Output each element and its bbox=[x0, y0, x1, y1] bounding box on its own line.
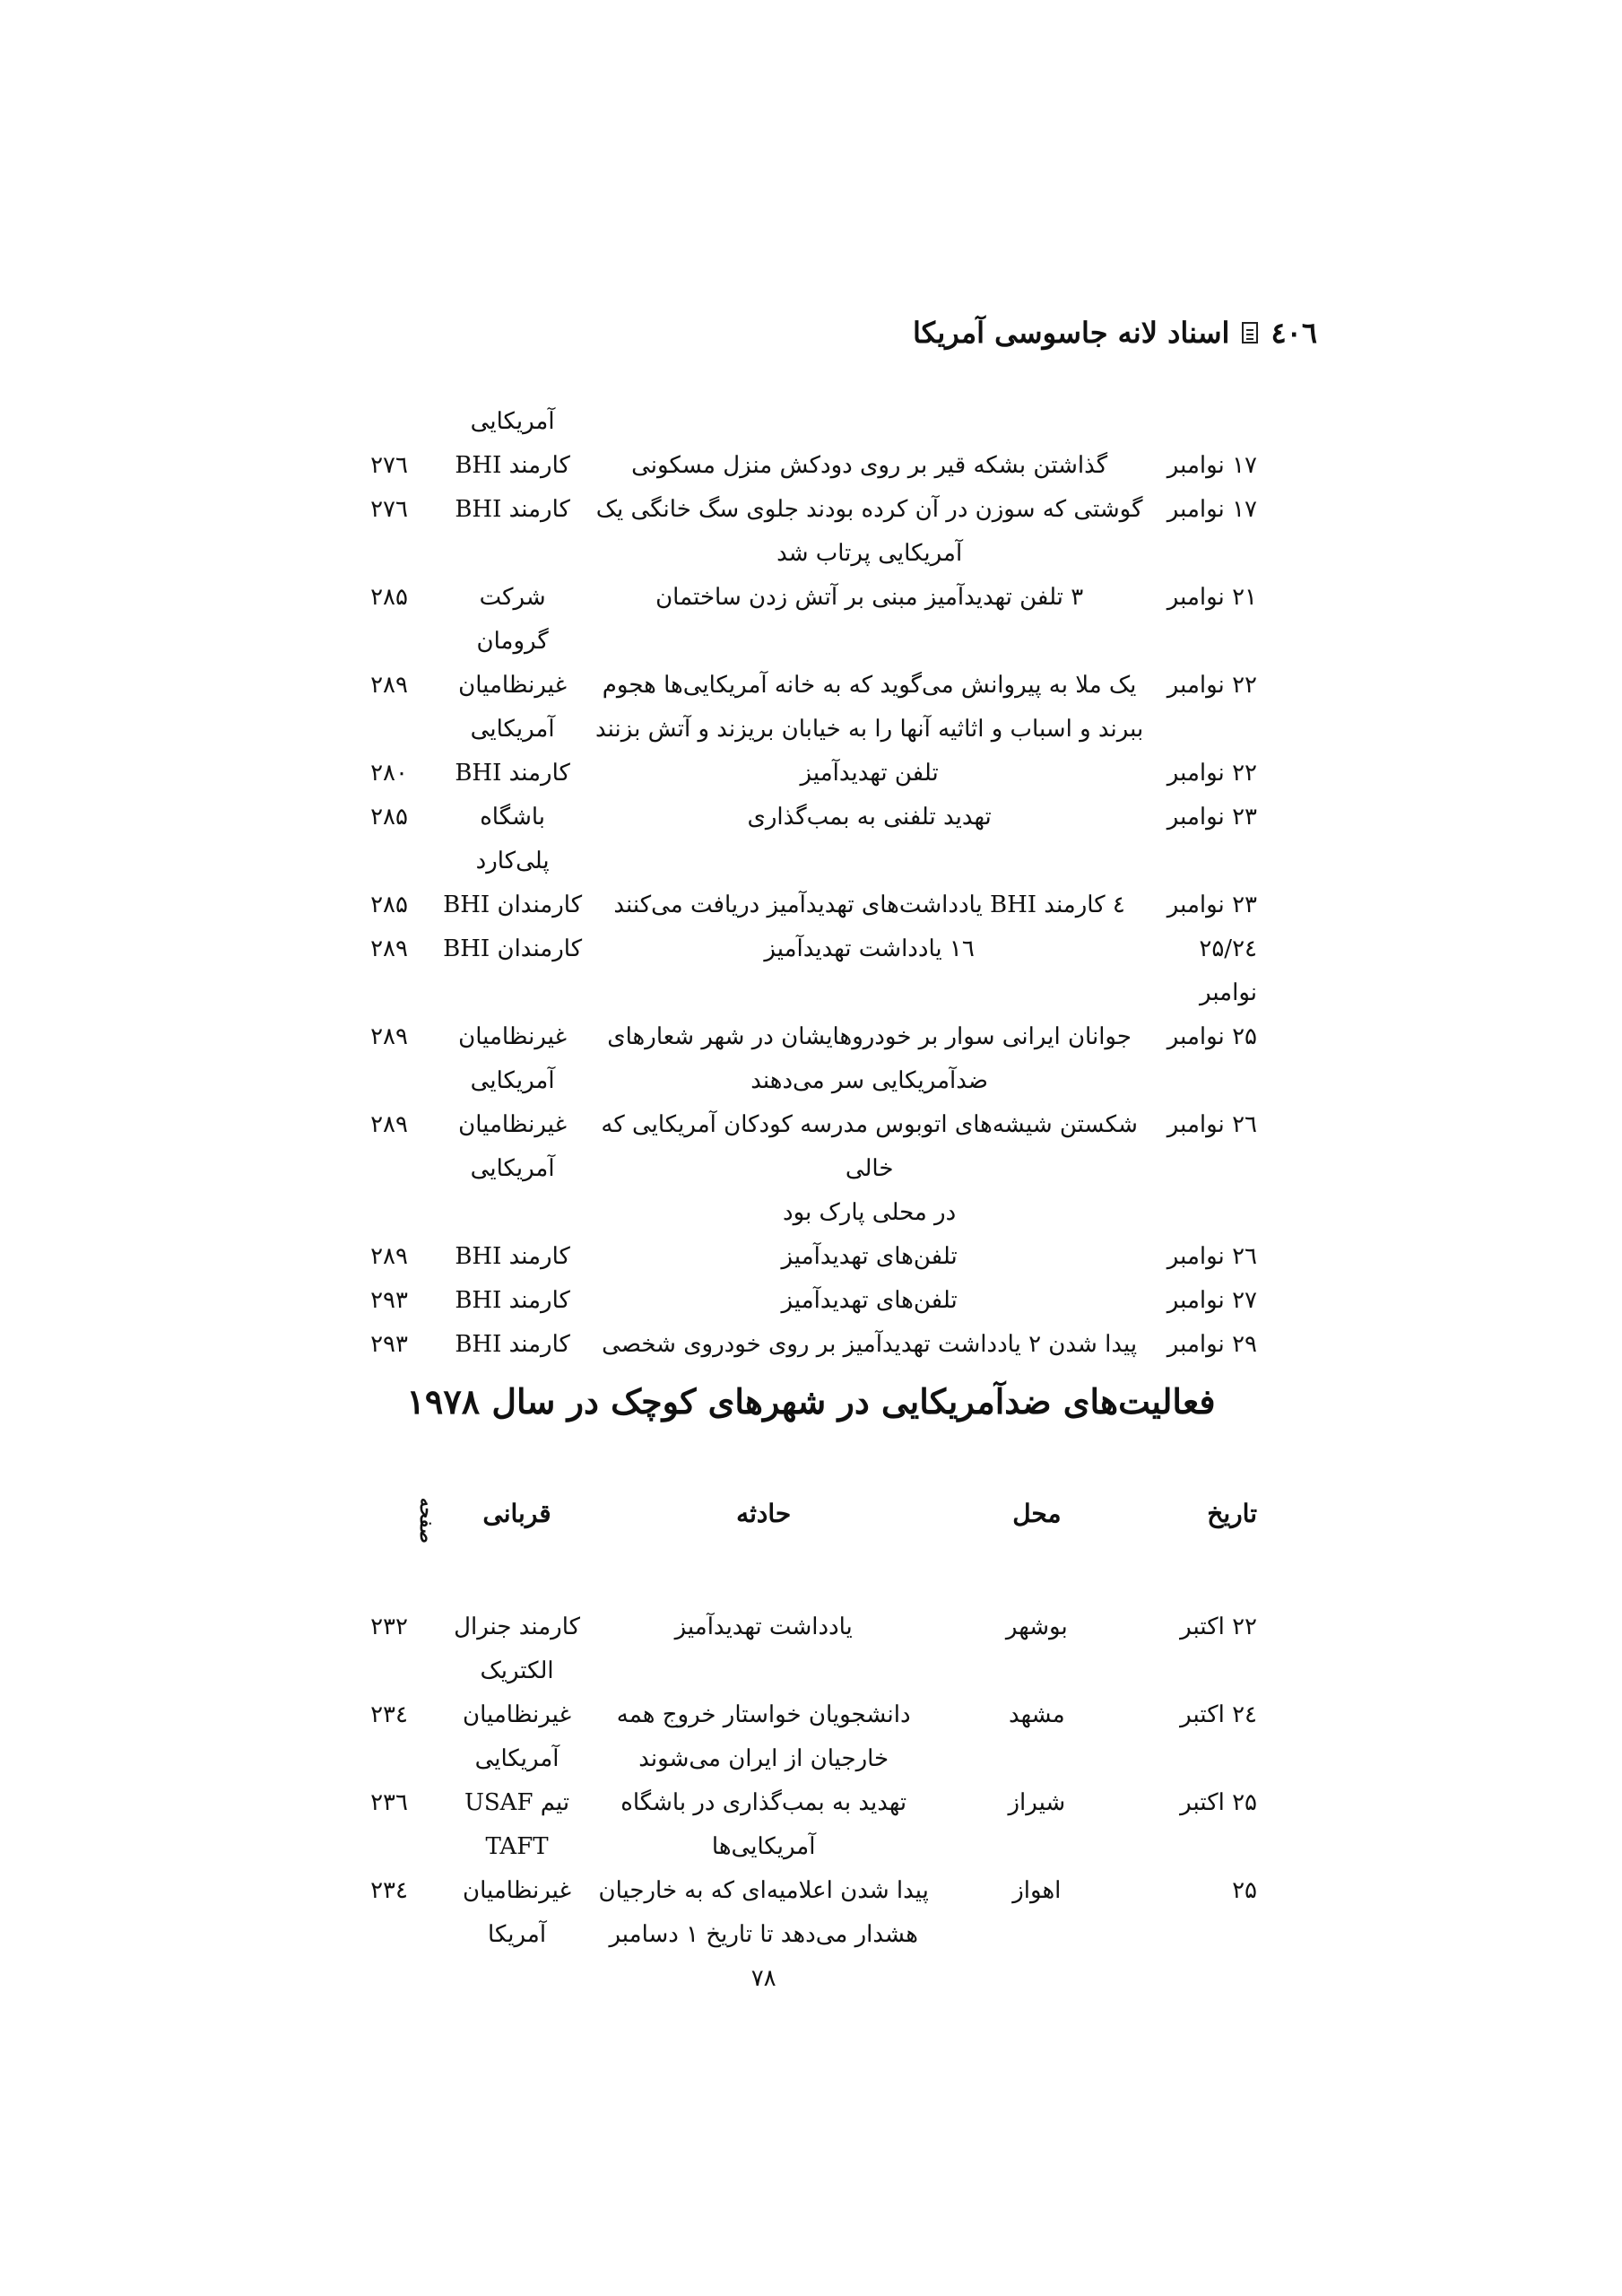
victim-cell bbox=[438, 1235, 587, 1279]
page-ref-cell-line: ۲۸۵ bbox=[370, 584, 408, 611]
table-row bbox=[341, 576, 1273, 664]
event-cell-line: یادداشت تهدیدآمیز bbox=[674, 1613, 853, 1640]
date-cell-line: ۱۷ نوامبر bbox=[1167, 452, 1257, 479]
event-cell-line: تهدید به بمب‌گذاری در باشگاه bbox=[620, 1789, 907, 1816]
victim-cell bbox=[438, 1605, 596, 1693]
date-cell-line: ۲۷ نوامبر bbox=[1167, 1287, 1257, 1314]
date-cell bbox=[1151, 883, 1273, 927]
victim-cell bbox=[438, 1015, 587, 1103]
event-cell-line: ببرند و اسباب و اثاثیه آنها را به خیابان بریزند و آتش بزنند bbox=[595, 716, 1144, 743]
event-cell bbox=[587, 883, 1151, 927]
victim-cell bbox=[438, 1323, 587, 1367]
victim-cell-line: شرکت bbox=[479, 584, 546, 611]
page-ref-cell bbox=[341, 1605, 438, 1649]
table-row bbox=[341, 796, 1273, 883]
victim-cell-line: کارمند BHI bbox=[455, 1331, 570, 1358]
victim-cell-line: کارمند BHI bbox=[455, 1243, 570, 1270]
page-ref-cell-line: ۲۸۹ bbox=[370, 1023, 408, 1050]
table-row bbox=[341, 1279, 1273, 1323]
place-cell-line: اهواز bbox=[1012, 1877, 1062, 1904]
event-cell bbox=[596, 1605, 931, 1649]
date-cell-line: ۲٤ اکتبر bbox=[1180, 1701, 1257, 1728]
event-cell bbox=[587, 796, 1151, 839]
date-cell-line: ۲٦ نوامبر bbox=[1167, 1243, 1257, 1270]
table-row bbox=[341, 664, 1273, 752]
table-header-row bbox=[341, 1489, 1273, 1552]
table-row bbox=[341, 1323, 1273, 1367]
event-cell bbox=[587, 1279, 1151, 1323]
event-cell-line: تلفن‌های تهدیدآمیز bbox=[781, 1243, 958, 1270]
event-cell-line: هشدار می‌دهد تا تاریخ ۱ دسامبر ۷۸ bbox=[609, 1921, 918, 1992]
victim-cell-line: غیرنظامیان bbox=[458, 1023, 568, 1050]
page-ref-cell-line: ۲۹۳ bbox=[370, 1287, 408, 1314]
table-row bbox=[341, 1235, 1273, 1279]
date-cell-line: ۲۳ نوامبر bbox=[1167, 891, 1257, 918]
victim-cell-line: کارمندان BHI bbox=[443, 935, 583, 962]
header-place: محل bbox=[1012, 1499, 1062, 1528]
place-cell bbox=[931, 1605, 1142, 1649]
place-cell bbox=[931, 1693, 1142, 1737]
page-ref-cell bbox=[341, 1103, 438, 1147]
table-row bbox=[341, 1781, 1273, 1869]
victim-cell-line: کارمند BHI bbox=[455, 452, 570, 479]
page-ref-cell-line: ۲۸۵ bbox=[370, 891, 408, 918]
page-ref-cell bbox=[341, 444, 438, 488]
page-ref-cell bbox=[341, 927, 438, 971]
date-cell-line: ۲٦ نوامبر bbox=[1167, 1111, 1257, 1138]
date-cell bbox=[1142, 1869, 1273, 1913]
victim-cell bbox=[438, 883, 587, 927]
victim-cell-line: غیرنظامیان bbox=[458, 1111, 568, 1138]
header-page: صفحه bbox=[416, 1497, 438, 1544]
date-cell bbox=[1142, 1781, 1273, 1825]
event-cell-line: جوانان ایرانی سوار بر خودروهایشان در شهر شعارهای bbox=[607, 1023, 1132, 1050]
page-ref-cell-line: ۲۳۲ bbox=[370, 1613, 408, 1640]
page-ref-cell bbox=[341, 883, 438, 927]
date-cell-line: ۱۷ نوامبر bbox=[1167, 496, 1257, 523]
event-cell-line: دانشجویان خواستار خروج همه bbox=[616, 1701, 911, 1728]
victim-cell-line: تیم USAF bbox=[464, 1789, 570, 1816]
date-cell bbox=[1142, 1693, 1273, 1737]
date-cell bbox=[1151, 664, 1273, 708]
section-title: فعالیت‌های ضدآمریکایی در شهرهای کوچک در سال ۱۹۷۸ bbox=[406, 1381, 1216, 1422]
event-cell bbox=[587, 444, 1151, 488]
victim-cell bbox=[438, 752, 587, 796]
victim-cell bbox=[438, 1693, 596, 1781]
date-cell bbox=[1151, 1279, 1273, 1323]
date-cell-line: ۲۲ نوامبر bbox=[1167, 672, 1257, 699]
event-cell-line: یک ملا به پیروانش می‌گوید که به خانه آمریکایی‌ها هجوم bbox=[602, 672, 1137, 699]
date-cell-line: ۲۲ نوامبر bbox=[1167, 760, 1257, 787]
place-cell bbox=[931, 1869, 1142, 1913]
victim-cell bbox=[438, 1869, 596, 1957]
header-event: حادثه bbox=[736, 1499, 792, 1528]
table-row-leading bbox=[341, 400, 1273, 444]
date-cell-line: ۲۹ نوامبر bbox=[1167, 1331, 1257, 1358]
document-icon bbox=[1242, 322, 1258, 344]
event-cell-line: آمریکایی‌ها bbox=[711, 1833, 816, 1860]
page-number: ٤٠٦ bbox=[1271, 316, 1317, 350]
event-cell-line: ضدآمریکایی سر می‌دهند bbox=[750, 1067, 988, 1094]
date-cell bbox=[1151, 1235, 1273, 1279]
event-cell-line: در محلی پارک بود bbox=[783, 1199, 957, 1226]
date-cell-line: ۲۱ نوامبر bbox=[1167, 584, 1257, 611]
event-cell-line: گذاشتن بشکه قیر بر روی دودکش منزل مسکونی bbox=[631, 452, 1108, 479]
incidents-table-1 bbox=[341, 400, 1273, 1367]
victim-cell-line: آمریکایی bbox=[474, 1745, 559, 1772]
page-ref-cell-line: ۲۸۹ bbox=[370, 1111, 408, 1138]
event-cell bbox=[587, 1323, 1151, 1367]
page-ref-cell bbox=[341, 576, 438, 620]
page-ref-cell-line: ۲۳٦ bbox=[370, 1789, 408, 1816]
event-cell-line: گوشتی که سوزن در آن کرده بودند جلوی سگ خانگی یک bbox=[595, 496, 1143, 523]
event-cell bbox=[587, 752, 1151, 796]
date-cell-line: ۲۲ اکتبر bbox=[1180, 1613, 1257, 1640]
victim-cell bbox=[438, 664, 587, 752]
table-row bbox=[341, 1605, 1273, 1693]
victim-cell bbox=[438, 576, 587, 664]
date-cell bbox=[1151, 488, 1273, 532]
page-header bbox=[913, 316, 1317, 350]
table-row bbox=[341, 1103, 1273, 1235]
page-ref-cell bbox=[341, 1781, 438, 1825]
event-cell bbox=[596, 1781, 931, 1869]
victim-cell bbox=[438, 444, 587, 488]
victim-cell-line: غیرنظامیان bbox=[463, 1701, 572, 1728]
victim-cell bbox=[438, 488, 587, 532]
victim-cell-line: آمریکایی bbox=[470, 716, 555, 743]
event-cell-line: تلفن تهدیدآمیز bbox=[800, 760, 939, 787]
victim-cell bbox=[438, 1279, 587, 1323]
victim-cell bbox=[438, 1103, 587, 1191]
page-ref-cell bbox=[341, 488, 438, 532]
event-cell-line: ٤ کارمند BHI یادداشت‌های تهدیدآمیز دریافت می‌کنند bbox=[613, 891, 1125, 918]
page-ref-cell-line: ۲۸۹ bbox=[370, 1243, 408, 1270]
page-ref-cell-line: ۲۸۵ bbox=[370, 804, 408, 831]
event-cell-line: پیدا شدن اعلامیه‌ای که به خارجیان bbox=[598, 1877, 929, 1904]
table-row bbox=[341, 927, 1273, 1015]
event-cell-line: ۳ تلفن تهدیدآمیز مبنی بر آتش زدن ساختمان bbox=[655, 584, 1084, 611]
table-row bbox=[341, 1015, 1273, 1103]
date-cell-line: ۲۵/۲٤ bbox=[1199, 935, 1257, 962]
page-ref-cell-line: ۲۸۰ bbox=[370, 760, 408, 787]
header-date: تاریخ bbox=[1207, 1499, 1257, 1528]
header-victim: قربانی bbox=[482, 1499, 551, 1528]
victim-cell bbox=[438, 927, 587, 971]
page-ref-cell-line: ۲۳٤ bbox=[370, 1701, 408, 1728]
page-ref-cell bbox=[341, 1279, 438, 1323]
page-ref-cell bbox=[341, 796, 438, 839]
victim-cell-line: کارمند BHI bbox=[455, 760, 570, 787]
date-cell bbox=[1151, 752, 1273, 796]
event-cell bbox=[587, 664, 1151, 752]
date-cell bbox=[1151, 796, 1273, 839]
date-cell bbox=[1151, 1323, 1273, 1367]
event-cell-line: ۱٦ یادداشت تهدیدآمیز bbox=[764, 935, 975, 962]
event-cell-line: آمریکایی پرتاب شد bbox=[776, 540, 963, 567]
table-row bbox=[341, 883, 1273, 927]
table-row bbox=[341, 752, 1273, 796]
place-cell bbox=[931, 1781, 1142, 1825]
victim-cell-line: کارمند BHI bbox=[455, 496, 570, 523]
place-cell-line: مشهد bbox=[1008, 1701, 1065, 1728]
page-ref-cell-line: ۲۳٤ bbox=[370, 1877, 408, 1904]
victim-cell-line: پلی‌کارد bbox=[475, 848, 550, 874]
page-ref-cell bbox=[341, 664, 438, 708]
page-ref-cell-line: ۲۸۹ bbox=[370, 672, 408, 699]
page-ref-cell-line: ۲۷٦ bbox=[370, 452, 408, 479]
event-cell bbox=[596, 1693, 931, 1781]
table-row bbox=[341, 488, 1273, 576]
date-cell bbox=[1151, 1103, 1273, 1147]
page-ref-cell-line: ۲۹۳ bbox=[370, 1331, 408, 1358]
event-cell-line: پیدا شدن ۲ یادداشت تهدیدآمیز بر روی خودروی شخصی bbox=[602, 1331, 1138, 1358]
victim-cell-line: آمریکایی bbox=[470, 1067, 555, 1094]
page-ref-cell bbox=[341, 752, 438, 796]
victim-cell-line: الکتریک bbox=[480, 1657, 554, 1684]
event-cell bbox=[596, 1869, 931, 2001]
event-cell-line: تلفن‌های تهدیدآمیز bbox=[781, 1287, 958, 1314]
table-row bbox=[341, 444, 1273, 488]
victim-cell-line: غیرنظامیان bbox=[458, 672, 568, 699]
place-cell-line: شیراز bbox=[1008, 1789, 1066, 1816]
victim-cell bbox=[438, 796, 587, 883]
table-row bbox=[341, 1693, 1273, 1781]
victim-cell-line: غیرنظامیان bbox=[463, 1877, 572, 1904]
date-cell-line: نوامبر bbox=[1199, 979, 1257, 1006]
event-cell-line: تهدید تلفنی به بمب‌گذاری bbox=[747, 804, 992, 831]
page-ref-cell bbox=[341, 1235, 438, 1279]
date-cell bbox=[1151, 444, 1273, 488]
date-cell-line: ۲۵ نوامبر bbox=[1167, 1023, 1257, 1050]
date-cell-line: ۲۳ نوامبر bbox=[1167, 804, 1257, 831]
event-cell bbox=[587, 1103, 1151, 1235]
date-cell bbox=[1151, 927, 1273, 1015]
victim-cell-line: TAFT bbox=[485, 1833, 549, 1860]
victim-cell-line: کارمند جنرال bbox=[454, 1613, 580, 1640]
event-cell bbox=[587, 488, 1151, 576]
table-row bbox=[341, 1869, 1273, 2001]
page-ref-cell bbox=[341, 1323, 438, 1367]
page-ref-cell bbox=[341, 1693, 438, 1737]
date-cell bbox=[1151, 576, 1273, 620]
page-ref-cell-line: ۲۷٦ bbox=[370, 496, 408, 523]
victim-cell-line: گرومان bbox=[476, 628, 549, 655]
victim-cell-line: آمریکایی bbox=[470, 1155, 555, 1182]
page-ref-cell-line: ۲۸۹ bbox=[370, 935, 408, 962]
date-cell bbox=[1142, 1605, 1273, 1649]
page-ref-cell bbox=[341, 1015, 438, 1059]
book-title: اسناد لانه جاسوسی آمریکا bbox=[912, 316, 1230, 350]
victim-cell-line: کارمندان BHI bbox=[443, 891, 583, 918]
event-cell-line: خارجیان از ایران می‌شوند bbox=[638, 1745, 889, 1772]
event-cell bbox=[587, 576, 1151, 620]
date-cell-line: ۲۵ bbox=[1232, 1877, 1257, 1904]
incidents-table-2 bbox=[341, 1489, 1273, 2001]
victim-cell-line: آمریکا bbox=[488, 1921, 547, 1948]
event-cell-line: شکستن شیشه‌های اتوبوس مدرسه کودکان آمریکایی که خالی bbox=[601, 1111, 1138, 1182]
victim-cell bbox=[438, 1781, 596, 1869]
victim-cell-line: کارمند BHI bbox=[455, 1287, 570, 1314]
date-cell bbox=[1151, 1015, 1273, 1059]
event-cell bbox=[587, 927, 1151, 971]
event-cell bbox=[587, 1235, 1151, 1279]
victim-cell: آمریکایی bbox=[470, 408, 555, 435]
place-cell-line: بوشهر bbox=[1005, 1613, 1068, 1640]
date-cell-line: ۲۵ اکتبر bbox=[1180, 1789, 1257, 1816]
victim-cell-line: باشگاه bbox=[480, 804, 546, 831]
event-cell bbox=[587, 1015, 1151, 1103]
page-ref-cell bbox=[341, 1869, 438, 1913]
